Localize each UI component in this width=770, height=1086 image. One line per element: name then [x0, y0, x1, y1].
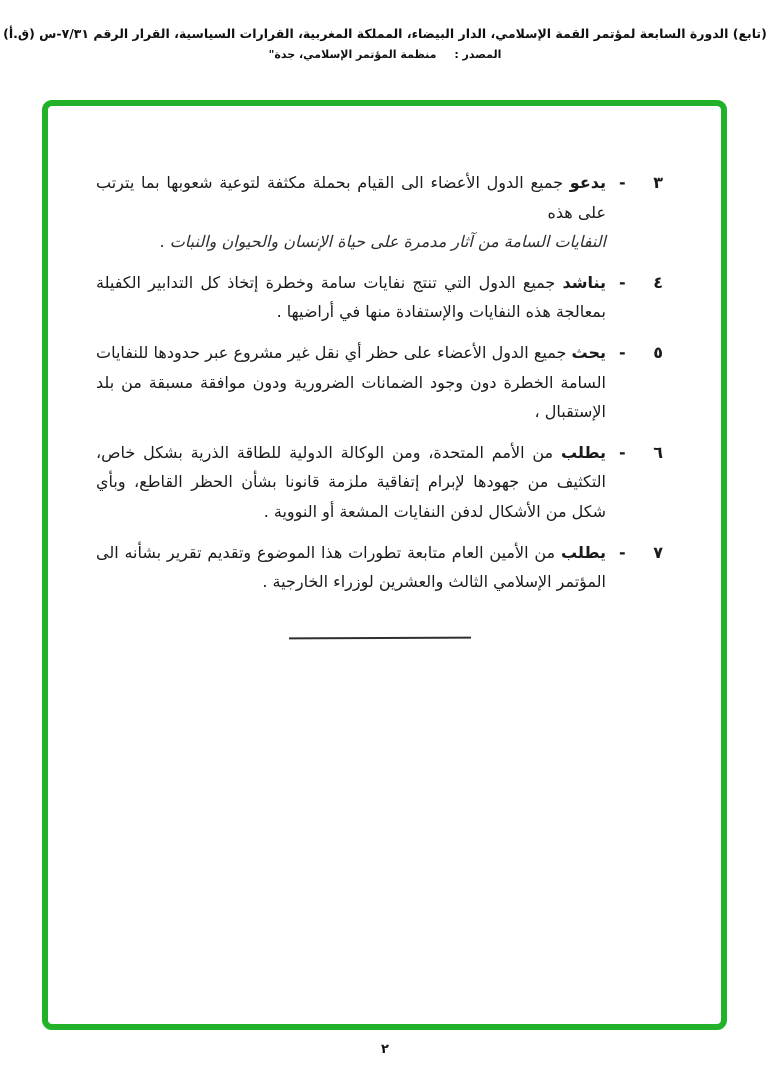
- section-end-rule: [288, 636, 470, 639]
- item-number-value: ٤: [653, 272, 663, 292]
- list-item: [96, 438, 663, 527]
- item-body-text: جميع الدول الأعضاء الى القيام بحملة مكثفة لتوعية شعوبها بما يترتب على هذه: [96, 173, 606, 222]
- item-text: [96, 438, 606, 527]
- page-number: ٢: [381, 1042, 389, 1057]
- item-lead-word: يحث: [571, 342, 607, 362]
- item-lead-word: يناشد: [562, 272, 607, 292]
- item-number-value: ٧: [653, 542, 663, 562]
- item-number-dash: -: [619, 272, 626, 292]
- item-lead-word: يطلب: [560, 442, 607, 462]
- item-number-dash: -: [619, 542, 626, 562]
- green-border-frame: [42, 100, 727, 1030]
- list-item: [96, 338, 663, 427]
- document-title: (تابع) الدورة السابعة لمؤتمر القمة الإسلامي، الدار البيضاء، المملكة المغربية، القرارات السياسية، القرار الرقم ٧/٣١-س (ق.أ): [3, 26, 767, 41]
- resolution-body: [48, 106, 721, 639]
- source-value: منظمة المؤتمر الإسلامي، جدة": [268, 48, 437, 61]
- item-number: [619, 438, 663, 527]
- item-body-text: جميع الدول التي تنتج نفايات سامة وخطرة إتخاذ كل التدابير الكفيلة بمعالجة هذه النفايات والإستفادة منها في أراضيها .: [96, 272, 606, 322]
- item-lead-word: يطلب: [560, 542, 606, 562]
- item-body-text: من الأمم المتحدة، ومن الوكالة الدولية للطاقة الذرية بشكل خاص، التكثيف من جهودها لإبرام إتفاقية ملزمة قانونا بشأن الحظر القاطع، وبأي شكل من الأشكال لدفن النفايات المشعة أو النووية .: [96, 442, 606, 521]
- item-number-value: ٣: [653, 173, 663, 192]
- item-number: [619, 338, 663, 427]
- list-item: [96, 538, 663, 597]
- source-line: [0, 48, 770, 61]
- item-number-value: ٦: [653, 442, 663, 462]
- item-number-dash: -: [619, 342, 626, 362]
- item-number-value: ٥: [653, 342, 663, 362]
- item-body-text: من الأمين العام متابعة تطورات هذا الموضوع وتقديم تقرير بشأنه الى المؤتمر الإسلامي الثالث والعشرين لوزراء الخارجية .: [96, 542, 606, 592]
- item-text: [96, 168, 606, 257]
- item-lead-word: يدعو: [569, 173, 606, 192]
- list-item: [96, 268, 663, 327]
- item-text: [96, 538, 606, 597]
- source-label: المصدر :: [454, 48, 502, 61]
- item-text: [96, 338, 606, 427]
- item-text: [96, 268, 606, 327]
- page-header: [0, 26, 770, 61]
- item-number-dash: -: [619, 173, 626, 192]
- item-number-dash: -: [619, 442, 626, 462]
- list-item: [96, 168, 663, 257]
- item-number: [619, 268, 663, 327]
- item-number: [619, 538, 663, 597]
- item-number: [619, 168, 663, 257]
- item-body-text: جميع الدول الأعضاء على حظر أي نقل غير مشروع عبر حدودها للنفايات السامة الخطرة دون وجود الضمانات الضرورية ودون موافقة مسبقة من بلد الإستقبال ،: [96, 342, 606, 422]
- item-body-continuation: النفايات السامة من آثار مدمرة على حياة الإنسان والحيوان والنبات .: [159, 232, 606, 252]
